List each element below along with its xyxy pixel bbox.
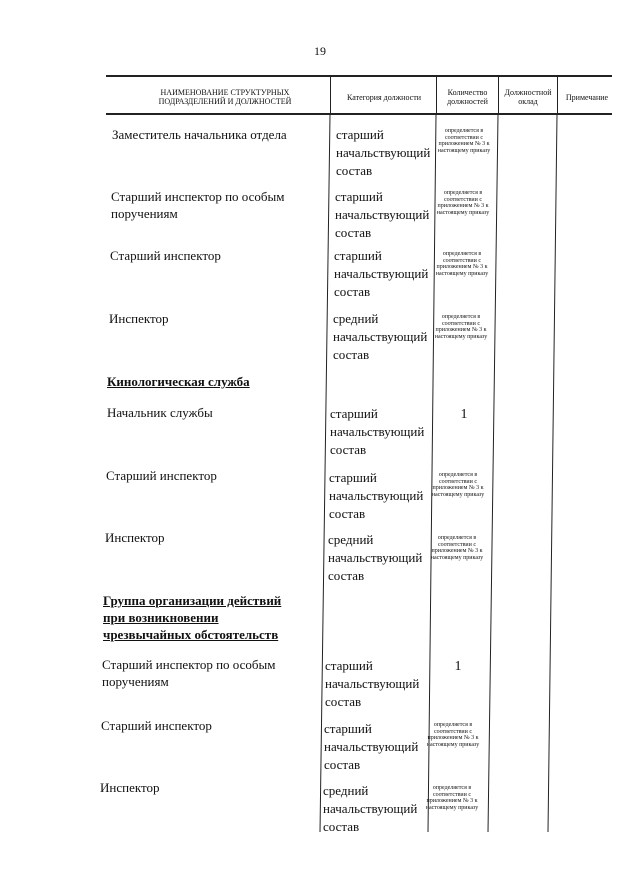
section-title: Группа организации действий при возникновении чрезвычайных обстоятельств [103, 593, 282, 642]
row-quantity: определяется в соответствии с приложением № 3 к настоящему приказу [426, 722, 480, 748]
row-name: Старший инспектор [106, 468, 217, 483]
row-category: старший начальствующий состав [325, 658, 420, 709]
row-quantity: определяется в соответствии с приложением № 3 к настоящему приказу [436, 190, 490, 216]
row-quantity: определяется в соответствии с приложением № 3 к настоящему приказу [437, 128, 491, 154]
header-structure-names: НАИМЕНОВАНИЕ СТРУКТУРНЫХ ПОДРАЗДЕЛЕНИЙ И ДОЛЖНОСТЕЙ [158, 88, 292, 106]
row-name: Начальник службы [107, 405, 213, 420]
row-name: Старший инспектор [101, 718, 212, 733]
row-quantity: определяется в соответствии с приложением № 3 к настоящему приказу [425, 785, 479, 811]
row-name: Заместитель начальника отдела [112, 127, 287, 142]
row-category: старший начальствующий состав [330, 406, 425, 457]
header-category: Категория должности [347, 92, 421, 102]
row-name: Старший инспектор по особым поручениям [102, 657, 276, 689]
row-quantity: определяется в соответствии с приложением № 3 к настоящему приказу [435, 251, 489, 277]
row-quantity: 1 [460, 407, 468, 422]
row-category: старший начальствующий состав [324, 721, 419, 772]
row-name: Инспектор [105, 530, 165, 545]
row-quantity: определяется в соответствии с приложением № 3 к настоящему приказу [434, 314, 488, 340]
row-name: Инспектор [109, 311, 169, 326]
row-quantity: определяется в соответствии с приложением № 3 к настоящему приказу [430, 535, 484, 561]
row-category: старший начальствующий состав [335, 189, 430, 240]
row-category: средний начальствующий состав [328, 532, 423, 583]
row-category: старший начальствующий состав [329, 470, 424, 521]
row-name: Инспектор [100, 780, 160, 795]
body-divider-4 [548, 115, 557, 832]
row-category: старший начальствующий состав [336, 127, 431, 178]
row-category: средний начальствующий состав [323, 783, 418, 834]
header-salary: Должностной оклад [504, 88, 552, 106]
row-quantity: определяется в соответствии с приложением № 3 к настоящему приказу [431, 472, 485, 498]
page-number: 19 [314, 44, 326, 58]
row-category: старший начальствующий состав [334, 248, 429, 299]
row-name: Старший инспектор по особым поручениям [111, 189, 285, 221]
row-quantity: 1 [454, 659, 462, 674]
header-note: Примечание [565, 92, 609, 102]
row-category: средний начальствующий состав [333, 311, 428, 362]
row-name: Старший инспектор [110, 248, 221, 263]
section-title: Кинологическая служба [107, 374, 250, 389]
header-quantity: Количество должностей [447, 88, 488, 106]
